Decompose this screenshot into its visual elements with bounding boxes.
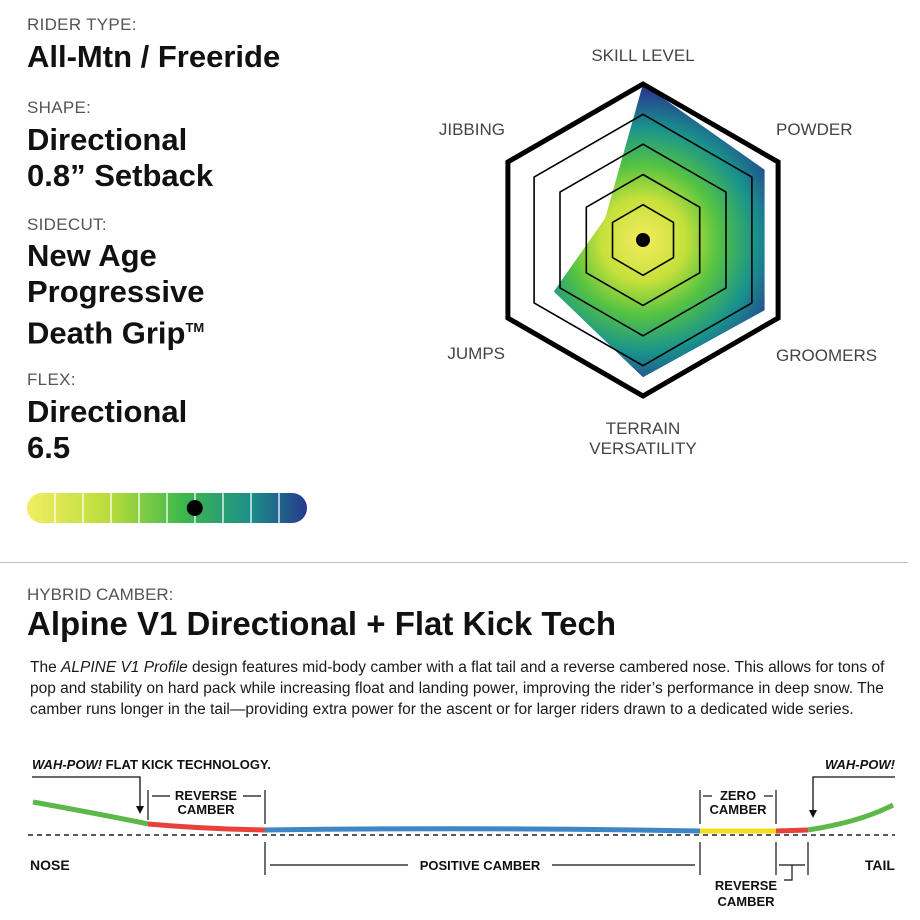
camber-profile-diagram: [0, 750, 920, 915]
rider-type-value: All-Mtn / Freeride: [27, 39, 281, 74]
sidecut-value: [27, 238, 205, 351]
flat-kick-label: [32, 757, 271, 772]
camber-description: [30, 657, 900, 720]
flat-kick-arrow-left: [136, 806, 144, 814]
zero-line-2: CAMBER: [709, 802, 767, 817]
rev-tail-leader: [784, 865, 792, 880]
profile-tail-reverse: [776, 830, 808, 831]
flat-kick-tech: FLAT KICK TECHNOLOGY.: [102, 757, 271, 772]
sidecut-label: SIDECUT:: [27, 215, 107, 234]
sidecut-line-3: [27, 310, 205, 351]
profile-positive: [265, 829, 700, 831]
shape-line-1: Directional: [27, 122, 188, 157]
rev-tail-line-2: CAMBER: [717, 894, 775, 909]
sidecut-line-2: Progressive: [27, 274, 205, 309]
profile-nose-reverse: [148, 824, 265, 830]
rider-type-label: RIDER TYPE:: [27, 15, 137, 34]
camber-title: Alpine V1 Directional + Flat Kick Tech: [27, 605, 616, 642]
trademark-symbol: TM: [185, 320, 205, 335]
flex-line-2: 6.5: [27, 430, 71, 465]
axis-label-powder: POWDER: [776, 120, 853, 139]
shape-value: [27, 122, 213, 194]
wahpow-right: WAH-POW!: [824, 757, 895, 772]
flex-scale-bar: [25, 490, 310, 526]
desc-pre: The: [30, 659, 62, 676]
zero-line-1: ZERO: [719, 788, 757, 803]
camber-label: HYBRID CAMBER:: [27, 585, 174, 604]
flex-marker: [187, 500, 203, 516]
rev-tail-line-1: REVERSE: [714, 878, 778, 893]
sidecut-line-3-text: Death Grip: [27, 315, 186, 351]
rev-nose-line-1: REVERSE: [174, 788, 238, 803]
flex-label: FLEX:: [27, 370, 76, 389]
axis-label-jibbing: JIBBING: [438, 120, 505, 139]
radar-chart: [430, 30, 900, 470]
axis-label-groomers: GROOMERS: [776, 346, 878, 365]
axis-label-skill-level: SKILL LEVEL: [591, 46, 695, 65]
sidecut-line-1: New Age: [27, 238, 157, 273]
axis-label-terrain-line-1: TERRAIN: [605, 419, 681, 438]
positive-camber-label: POSITIVE CAMBER: [419, 858, 541, 873]
desc-italic: ALPINE V1 Profile: [61, 659, 188, 676]
axis-label-jumps: JUMPS: [447, 344, 505, 363]
radar-center-dot: [636, 233, 650, 247]
shape-line-2: 0.8” Setback: [27, 158, 214, 193]
profile-nose-flat-kick: [33, 802, 148, 824]
flat-kick-arrow-right: [809, 810, 817, 818]
profile-tail-flat-kick: [808, 805, 893, 830]
rev-nose-line-2: CAMBER: [177, 802, 235, 817]
flex-line-1: Directional: [27, 394, 188, 429]
nose-label: NOSE: [30, 857, 70, 873]
shape-label: SHAPE:: [27, 98, 92, 117]
flex-value: [27, 394, 187, 466]
wahpow-left: WAH-POW!: [32, 757, 103, 772]
section-divider: [0, 562, 908, 563]
tail-label: TAIL: [864, 857, 895, 873]
axis-label-terrain-line-2: VERSATILITY: [589, 439, 697, 458]
desc-post: design features mid-body camber with a flat tail and a reverse cambered nose. This allows for tons of pop and stability on hard pack while increasing float and landing power, improving the rider’s performance in deep snow. The camber runs longer in the tail—providing extra power for the ascent or for larger riders drawn to a dedicated wide series.: [30, 659, 885, 718]
